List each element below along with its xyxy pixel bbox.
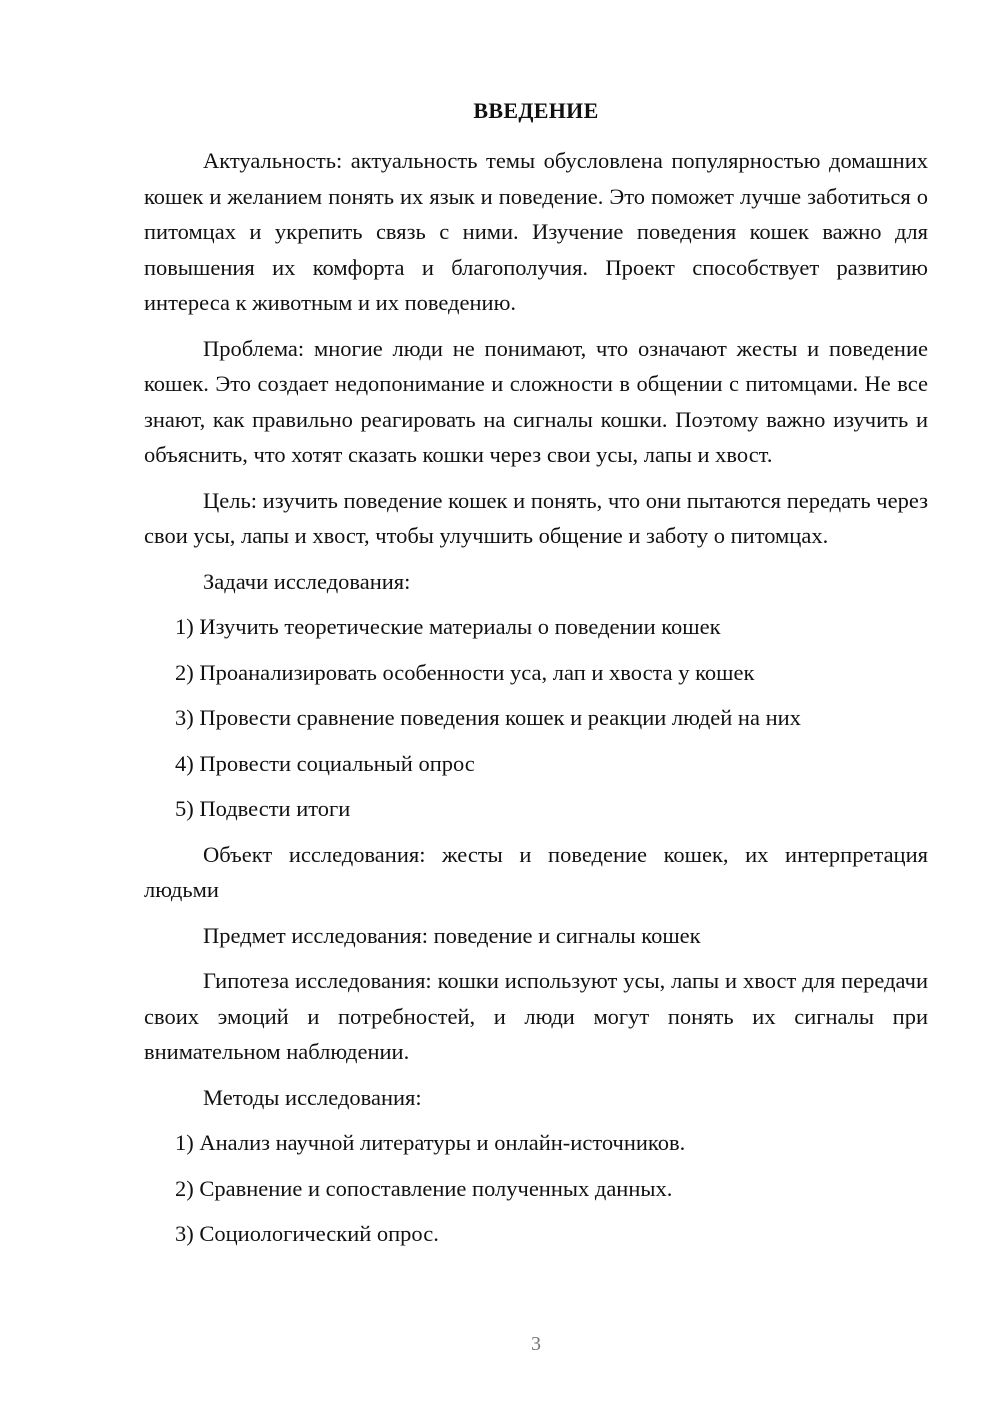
goal-paragraph: Цель: изучить поведение кошек и понять, что они пытаются передать через свои усы, лапы и хвост, чтобы улучшить общение и заботу о питомцах. (144, 487, 928, 548)
page-number: 3 (531, 1333, 541, 1355)
method-item: 3) Социологический опрос. (175, 1221, 439, 1246)
task-item: 5) Подвести итоги (175, 796, 351, 821)
tasks-title: Задачи исследования: (203, 568, 411, 594)
task-item: 4) Провести социальный опрос (175, 750, 475, 776)
relevance-paragraph: Актуальность: актуальность темы обусловлена популярностью домашних кошек и желанием понять их язык и поведение. Это поможет лучше заботиться о питомцах и укрепить связь с ними. Изучение поведения кошек важно для повышения их комфорта и благополучия. Проект способствует развитию интереса к животным и их поведению. (144, 148, 928, 315)
subject-paragraph: Предмет исследования: поведение и сигналы кошек (203, 922, 701, 948)
task-item: 2) Проанализировать особенности уса, лап и хвоста у кошек (175, 659, 755, 685)
method-item: 2) Сравнение и сопоставление полученных данных. (175, 1175, 673, 1201)
page-body (144, 143, 928, 1262)
hypothesis-paragraph: Гипотеза исследования: кошки используют усы, лапы и хвост для передачи своих эмоций и потребностей, и люди могут понять их сигналы при внимательном наблюдении. (144, 968, 928, 1064)
task-item: 1) Изучить теоретические материалы о поведении кошек (175, 614, 721, 639)
problem-paragraph: Проблема: многие люди не понимают, что означают жесты и поведение кошек. Это создает недопонимание и сложности в общении с питомцами. Не все знают, как правильно реагировать на сигналы кошки. Поэтому важно изучить и объяснить, что хотят сказать кошки через свои усы, лапы и хвост. (144, 335, 928, 467)
object-paragraph: Объект исследования: жесты и поведение кошек, их интерпретация людьми (144, 841, 928, 902)
methods-title: Методы исследования: (203, 1084, 422, 1110)
method-item: 1) Анализ научной литературы и онлайн-источников. (175, 1130, 686, 1155)
page-title: ВВЕДЕНИЕ (473, 98, 599, 123)
task-item: 3) Провести сравнение поведения кошек и реакции людей на них (175, 705, 801, 730)
